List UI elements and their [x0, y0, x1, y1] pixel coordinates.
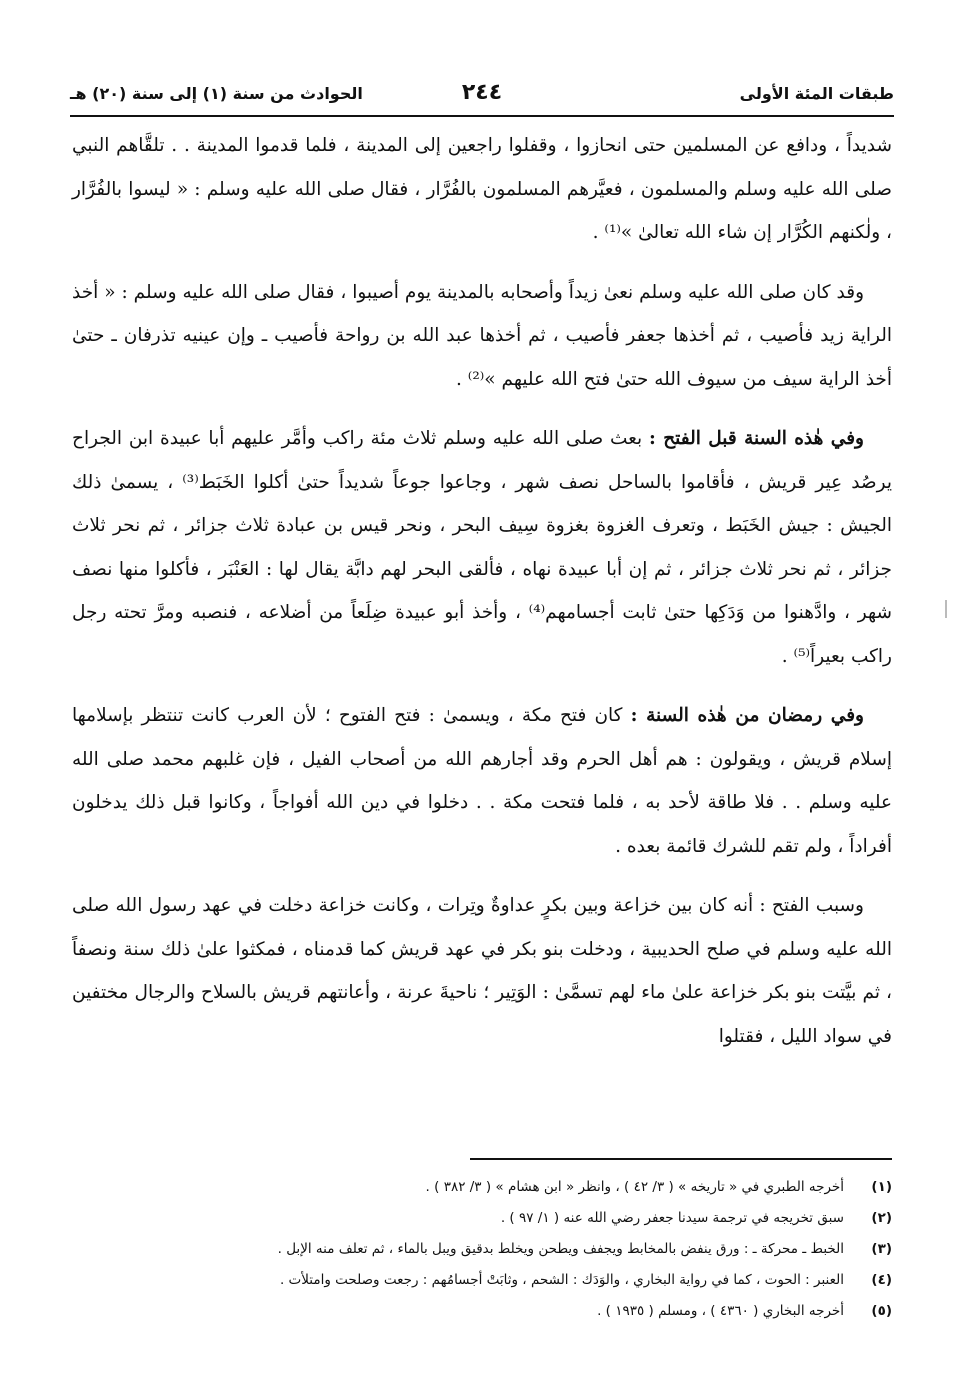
paragraph-4	[72, 694, 892, 868]
footnote-text: سبق تخريجه في ترجمة سيدنا جعفر رضي الله عنه ( ١/ ٩٧ ) .	[500, 1210, 844, 1226]
footnote-3	[72, 1234, 892, 1265]
paragraph-3-text: بعث صلى الله عليه وسلم ثلاث مئة راكب وأمَّر عليهم أبا عبيدة ابن الجراح يرصُد عِير قريش ، فأقاموا بالساحل نصف شهر ، وجاعوا جوعاً شديداً حتىٰ أكلوا الخَبَط⁽³⁾ ، يسمىٰ ذلك الجيش : جيش الخَبَط ، وتعرف الغزوة بغزوة سِيف البحر ، ونحر قيس بن عبادة ثلاث جزائر ، ثم نحر ثلاث جزائر ، ثم نحر ثلاث جزائر ، ثم إن أبا عبيدة نهاه ، فألقى البحر لهم دابَّة يقال لها : العَنْبَر ، فأكلوا منها نصف شهر ، وادَّهنوا من وَدَكِها حتىٰ ثابت أجسامهم⁽⁴⁾ ، وأخذ أبو عبيدة ضِلَعاً من أضلاعه ، فنصبه ومرَّ تحته رجل راكب بعيراً⁽⁵⁾ .	[72, 428, 893, 667]
footnote-number: (٤)	[871, 1272, 892, 1288]
paragraph-2: وقد كان صلى الله عليه وسلم نعىٰ زيداً وأصحابه بالمدينة يوم أصيبوا ، فقال صلى الله عليه وسلم : « أخذ الراية زيد فأصيب ، ثم أخذها جعفر فأصيب ، ثم أخذها عبد الله بن رواحة فأصيب ـ وإن عينيه تذرفان ـ حتىٰ أخذ الراية سيف من سيوف الله حتىٰ فتح الله عليهم »⁽²⁾ .	[72, 281, 892, 390]
paragraph-3	[72, 417, 892, 678]
footnote-text: أخرجه البخاري ( ٤٣٦٠ ) ، ومسلم ( ١٩٣٥ ) .	[597, 1303, 844, 1319]
footnote-2	[72, 1203, 892, 1234]
footnote-text: الخبط ـ محركة ـ : ورق ينفض بالمخابط ويجفف ويطحن ويخلط بدقيق ويبل بالماء ، ثم تعلف منه الإبل .	[277, 1241, 844, 1257]
footnote-text: العنبر : الحوت ، كما في رواية البخاري ، والوَدَك : الشحم ، وثابَتْ أجسامُهم : رجعت وصلحت وامتلأت .	[279, 1272, 844, 1288]
header-divider	[70, 115, 894, 117]
scan-margin-mark	[945, 600, 947, 618]
paragraph-5: وسبب الفتح : أنه كان بين خزاعة وبين بكرٍ عداوةٌ وتِرات ، وكانت خزاعة دخلت في عهد رسول الله صلى الله عليه وسلم في صلح الحديبية ، ودخلت بنو بكر في عهد قريش كما قدمناه ، فمكثوا علىٰ ذلك سنة ونصفاً ، ثم بيَّتت بنو بكر خزاعة علىٰ ماء لهم تسمَّىٰ : الوَتِير ؛ ناحيةَ عرنة ، وأعانتهم قريش بالسلاح والرجال مختفين في سواد الليل ، فقتلوا	[72, 895, 892, 1047]
page-number: ٢٤٤	[461, 80, 503, 105]
paragraph-4-text: كان فتح مكة ، ويسمىٰ : فتح الفتوح ؛ لأن العرب كانت تنتظر بإسلامها إسلام قريش ، ويقولون : هم أهل الحرم وقد أجارهم الله من أصحاب الفيل ، فإن غلبهم محمد صلى الله عليه وسلم . . فلا طاقة لأحد به ، فلما فتحت مكة . . دخلوا في دين الله أفواجاً ، وكانوا قبل ذلك يدخلون أفراداً ، ولم تقم للشرك قائمة بعده .	[72, 705, 892, 857]
running-header	[70, 80, 894, 114]
section-title: الحوادث من سنة (١) إلى سنة (٢٠) هـ	[70, 84, 363, 103]
footnote-number: (١)	[871, 1179, 892, 1195]
footnote-4	[72, 1265, 892, 1296]
paragraph-3-heading: وفي هٰذه السنة قبل الفتح :	[649, 428, 864, 449]
book-title: طبقات المئة الأولى	[739, 84, 894, 103]
footnote-divider	[470, 1158, 892, 1160]
footnotes	[72, 1172, 892, 1327]
footnote-number: (٢)	[871, 1210, 892, 1226]
footnote-number: (٣)	[871, 1241, 892, 1257]
footnote-text: أخرجه الطبري في « تاريخه » ( ٣/ ٤٢ ) ، وانظر « ابن هشام » ( ٣/ ٣٨٢ ) .	[425, 1179, 844, 1195]
footnote-5	[72, 1296, 892, 1327]
paragraph-4-heading: وفي رمضان من هٰذه السنة :	[630, 705, 864, 726]
footnote-number: (٥)	[871, 1303, 892, 1319]
main-text	[72, 124, 892, 1074]
footnote-1	[72, 1172, 892, 1203]
paragraph-1: شديداً ، ودافع عن المسلمين حتى انحازوا ، وقفلوا راجعين إلى المدينة ، فلما قدموا المدينة . . تلقَّاهم النبي صلى الله عليه وسلم والمسلمون ، فعيَّرهم المسلمون بالفُرَّار ، فقال صلى الله عليه وسلم : « ليسوا بالفُرَّار ، ولٰكنهم الكُرَّار إن شاء الله تعالىٰ »⁽¹⁾ .	[72, 135, 892, 243]
